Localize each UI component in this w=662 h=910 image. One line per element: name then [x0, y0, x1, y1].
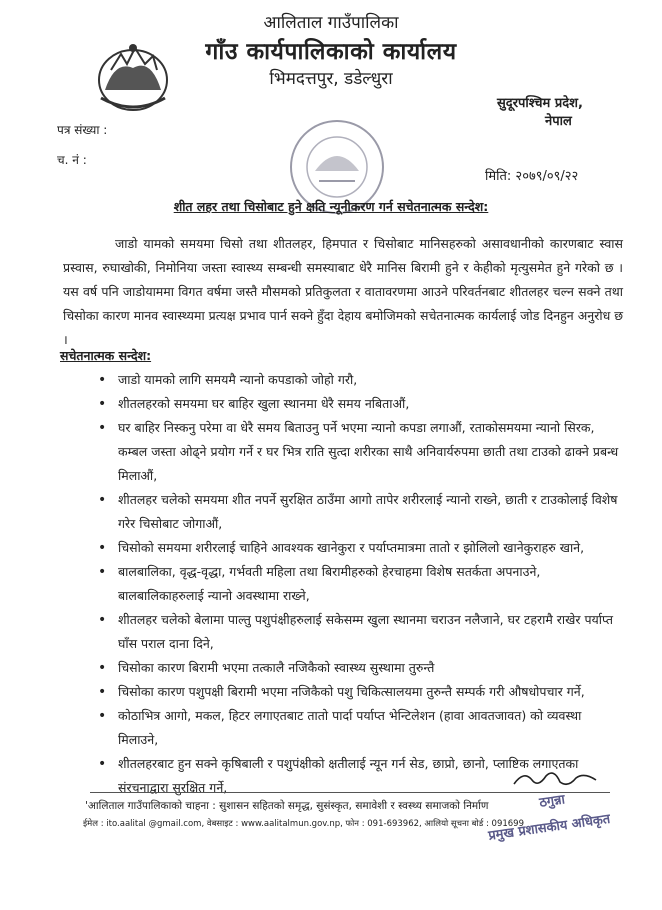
list-item: • शीतलहर चलेको समयमा शीत नपर्ने सुरक्षित ठाउँमा आगो तापेर शरीरलाई न्यानो राख्ने, छाती र टाउकोलाई विशेष गरेर चिसोबाट जोगाऔं, — [60, 488, 620, 536]
awareness-message-list — [60, 368, 620, 800]
list-item: • बालबालिका, वृद्ध-वृद्धा, गर्भवती महिला तथा बिरामीहरुको हेरचाहमा विशेष सतर्कता अपनाउने, बालबालिकाहरुलाई न्यानो अवस्थामा राख्ने, — [60, 560, 620, 608]
country-name: नेपाल — [545, 114, 572, 129]
dispatch-number-label: च. नं : — [57, 153, 87, 167]
intro-paragraph — [63, 232, 623, 352]
list-item: • कोठाभित्र आगो, मकल, हिटर लगाएतबाट तातो पार्दा पर्याप्त भेन्टिलेशन (हावा आवतजावत) को व्यवस्था मिलाउने, — [60, 704, 620, 752]
list-item: • घर बाहिर निस्कनु परेमा वा धेरै समय बिताउनु पर्ने भएमा न्यानो कपडा लगाऔं, रताकोसमयमा न्यानो सिरक, कम्बल जस्ता ओढ्ने प्रयोग गर्ने र घर भित्र राति सुत्दा शरीरका साथै अनिवार्यरुपमा छाती तथा टाउको ढाक्ने प्रबन्ध मिलाऔं, — [60, 416, 620, 488]
list-item: • शीतलहरको समयमा घर बाहिर खुला स्थानमा धेरै समय नबिताऔं, — [60, 392, 620, 416]
office-name: गाँउ कार्यपालिकाको कार्यालय — [205, 39, 457, 65]
list-item: • चिसोका कारण पशुपक्षी बिरामी भएमा नजिकैको पशु चिकित्सालयमा तुरुन्तै सम्पर्क गरी औषधोपचार गर्ने, — [60, 680, 620, 704]
footer-contact: ईमेल : ito.aalital @gmail.com, वेबसाइट : www.aalitalmun.gov.np, फोन : 091-693962, आलियो सूचना बोर्ड : 091699 — [83, 819, 524, 829]
footer-divider — [90, 792, 610, 793]
officer-stamp-name: ठगुन्ना — [538, 792, 566, 811]
letter-subject: शीत लहर तथा चिसोबाट हुने क्षति न्यूनीकरण गर्न सचेतनात्मक सन्देश: — [173, 199, 489, 214]
list-item: • शीतलहर चलेको बेलामा पाल्तु पशुपंक्षीहरुलाई सकेसम्म खुला स्थानमा चराउन नलैजाने, घर टहरामै राखेर पर्याप्त घाँस पराल दाना दिने, — [60, 608, 620, 656]
list-item: • शीतलहरबाट हुन सक्ने कृषिबाली र पशुपंक्षीको क्षतीलाई न्यून गर्न सेड, छाप्रो, छानो, प्लाष्टिक लगाएतका संरचनाद्वारा सुरक्षित गर्ने, — [60, 752, 620, 800]
intro-text: जाडो यामको समयमा चिसो तथा शीतलहर, हिमपात र चिसोबाट मानिसहरुको असावधानीको कारणबाट स्वास प्रस्वास, रुघाखोकी, निमोनिया जस्ता स्वास्थ्य सम्बन्धी समस्याबाट धेरै मानिस बिरामी हुने र केहीको मृत्युसमेत हुने गरेको छ । यस वर्ष पनि जाडोयाममा विगत वर्षमा जस्तै मौसमको प्रतिकुलता र वातावरणमा आउने परिवर्तनबाट शीतलहर चल्न सक्ने तथा चिसोका कारण मानव स्वास्थ्यमा प्रत्यक्ष प्रभाव पार्न सक्ने हुँदा देहाय बमोजिमको सचेतनात्मक कार्यलाई जोड दिनहुन अनुरोध छ । — [63, 236, 623, 347]
list-item: • जाडो यामको लागि समयमै न्यानो कपडाको जोहो गरौ, — [60, 368, 620, 392]
province-name: सुदूरपश्चिम प्रदेश, — [497, 96, 583, 111]
office-address: भिमदत्तपुर, डडेल्धुरा — [269, 69, 393, 89]
letter-number-label: पत्र संख्या : — [57, 123, 108, 137]
messages-heading: सचेतनात्मक सन्देश: — [60, 348, 152, 363]
officer-signature — [510, 768, 600, 790]
officer-stamp-title: प्रमुख प्रशासकीय अधिकृत — [487, 811, 612, 844]
footer-motto: 'आलिताल गाउँपालिकाको चाहना : सुशासन सहितको समृद्ध, सुसंस्कृत, समावेशी र स्वस्थ्य समाजको निर्माण — [85, 800, 489, 812]
letter-date: मिति: २०७९/०९/२२ — [485, 169, 579, 184]
list-item: • चिसोको समयमा शरीरलाई चाहिने आवश्यक खानेकुरा र पर्याप्तमात्रमा तातो र झोलिलो खानेकुराहरु खाने, — [60, 536, 620, 560]
municipality-name: आलिताल गाउँपालिका — [263, 13, 399, 33]
province-block — [497, 95, 583, 131]
list-item: • चिसोका कारण बिरामी भएमा तत्कालै नजिकैको स्वास्थ्य सुस्थामा तुरुन्तै — [60, 656, 620, 680]
